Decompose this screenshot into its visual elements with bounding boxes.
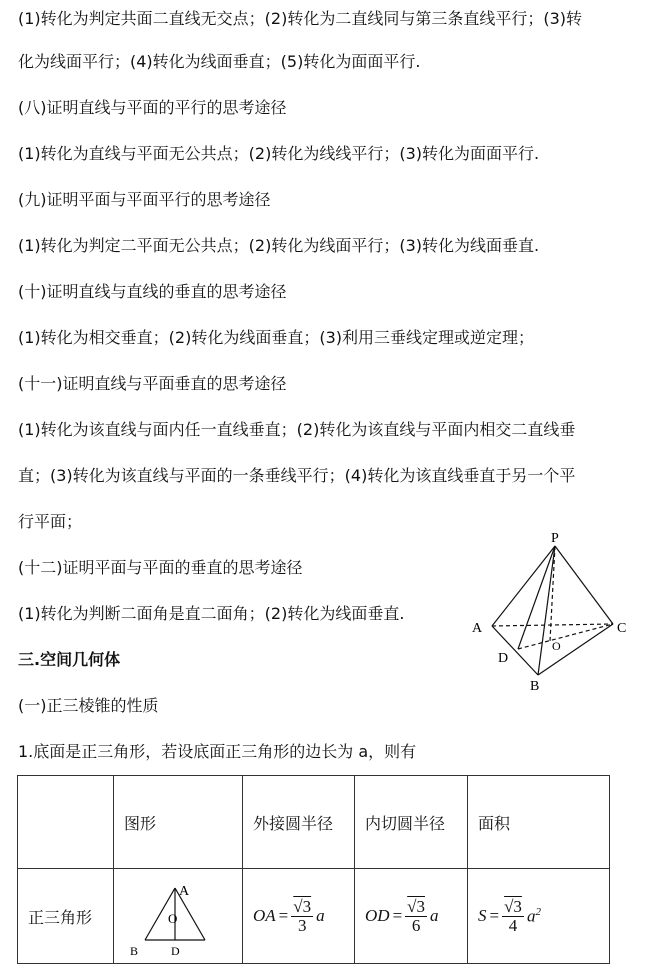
label-O: O	[552, 639, 561, 653]
text-line: 化为线面平行；(4)转化为线面垂直；(5)转化为面面平行.	[18, 52, 421, 71]
area-lhs: S	[478, 906, 487, 925]
oa-denominator: 3	[297, 915, 307, 935]
od-lhs: OD	[365, 906, 390, 925]
label-C: C	[617, 621, 627, 636]
area-var	[527, 906, 541, 927]
table-row	[18, 869, 610, 964]
section-heading: (十二)证明平面与平面的垂直的思考途径	[18, 558, 303, 577]
oa-formula	[253, 898, 325, 935]
table-header: 面积	[468, 776, 610, 869]
label-A: A	[472, 621, 483, 636]
tri-label-A: A	[179, 884, 190, 899]
area-var-letter: a	[526, 906, 536, 926]
text-line: (1)转化为判定共面二直线无交点；(2)转化为二直线同与第三条直线平行；(3)转	[18, 9, 582, 28]
section-heading: (八)证明直线与平面的平行的思考途径	[18, 98, 287, 117]
od-formula	[365, 898, 439, 935]
area-numerator: √3	[504, 896, 522, 916]
od-denominator: 6	[411, 915, 421, 935]
text-line: (1)转化为该直线与面内任一直线垂直；(2)转化为该直线与平面内相交二直线垂	[18, 420, 576, 439]
triangle-cell	[114, 869, 243, 964]
inradius-cell	[355, 869, 468, 964]
text-line: (1)转化为相交垂直；(2)转化为线面垂直；(3)利用三垂线定理或逆定理；	[18, 328, 534, 347]
triangle-figure	[114, 869, 232, 959]
section-title: 三.空间几何体	[18, 650, 121, 669]
label-B: B	[530, 679, 540, 692]
label-P: P	[551, 531, 559, 546]
table-header: 内切圆半径	[355, 776, 468, 869]
oa-lhs: OA	[253, 906, 276, 925]
od-numerator: √3	[407, 896, 425, 916]
od-eq: =	[392, 906, 403, 925]
text-line: 直；(3)转化为该直线与平面的一条垂线平行；(4)转化为该直线垂直于另一个平	[18, 466, 576, 485]
label-D: D	[498, 651, 509, 666]
od-fraction	[405, 898, 427, 935]
text-line: 1.底面是正三角形，若设底面正三角形的边长为 a，则有	[18, 742, 417, 761]
pyramid-figure	[468, 528, 638, 692]
oa-numerator: √3	[293, 896, 312, 916]
tri-label-D: D	[171, 944, 180, 958]
text-line: (1)转化为直线与平面无公共点；(2)转化为线线平行；(3)转化为面面平行.	[18, 144, 540, 163]
table-cell	[18, 776, 114, 869]
text-line: (1)转化为判断二面角是直二面角；(2)转化为线面垂直.	[18, 604, 405, 623]
oa-eq: =	[278, 906, 289, 925]
properties-table	[17, 775, 610, 964]
tri-label-B: B	[130, 944, 139, 958]
table-header: 图形	[114, 776, 243, 869]
text-line: (1)转化为判定二平面无公共点；(2)转化为线面平行；(3)转化为线面垂直.	[18, 236, 540, 255]
section-heading: (十一)证明直线与平面垂直的思考途径	[18, 374, 287, 393]
tri-label-O: O	[168, 911, 178, 926]
od-var: a	[430, 906, 439, 925]
area-eq: =	[489, 906, 500, 925]
area-formula	[478, 898, 541, 935]
area-exponent: 2	[535, 905, 541, 918]
oa-fraction	[291, 898, 313, 935]
circumradius-cell	[243, 869, 355, 964]
table-header: 外接圆半径	[243, 776, 355, 869]
section-heading: (九)证明平面与平面平行的思考途径	[18, 190, 271, 209]
section-heading: (一)正三棱锥的性质	[18, 696, 159, 715]
area-cell	[468, 869, 610, 964]
area-denominator: 4	[508, 915, 518, 935]
table-header-row	[18, 776, 610, 869]
area-fraction	[502, 898, 524, 935]
row-label: 正三角形	[18, 869, 114, 964]
oa-var: a	[316, 906, 325, 925]
section-heading: (十)证明直线与直线的垂直的思考途径	[18, 282, 287, 301]
text-line: 行平面；	[18, 512, 83, 531]
